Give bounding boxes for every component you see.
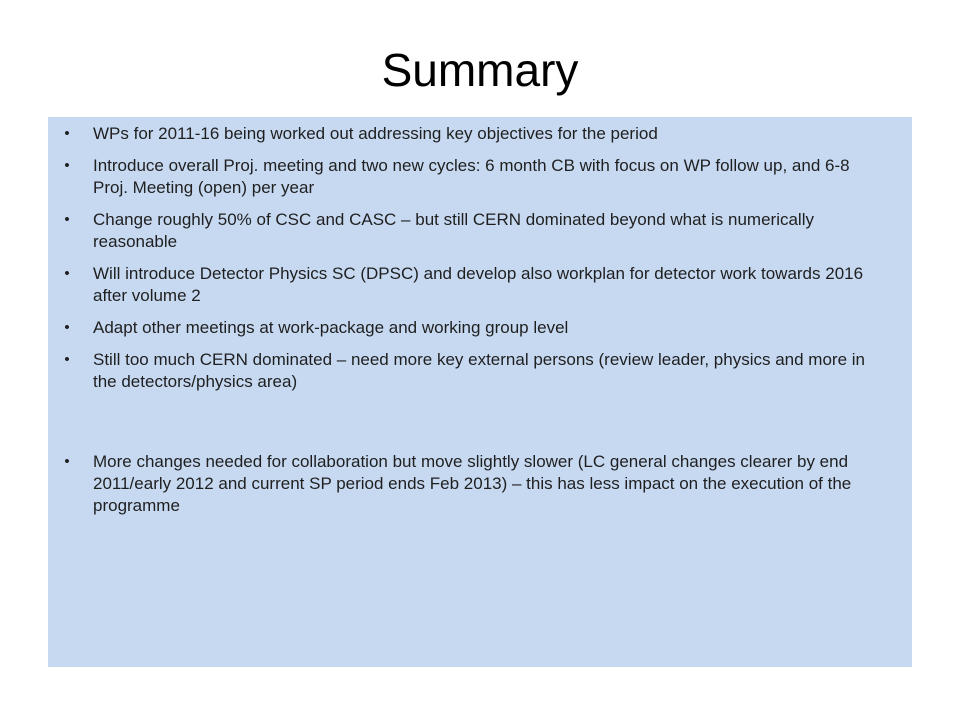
bullet-item: [64, 209, 882, 253]
bullet-text: Will introduce Detector Physics SC (DPSC) and develop also workplan for detector work towards 2016 after volume 2: [93, 264, 864, 305]
bullet-text: Still too much CERN dominated – need more key external persons (review leader, physics and more in the detectors/physics area): [93, 350, 865, 391]
bullet-text: Change roughly 50% of CSC and CASC – but still CERN dominated beyond what is numerically reasonable: [93, 210, 814, 251]
bullet-item: [64, 317, 882, 339]
bullet-item: [64, 263, 882, 307]
bullet-item: [64, 123, 882, 145]
bullet-text: WPs for 2011-16 being worked out addressing key objectives for the period: [93, 124, 658, 143]
bullet-icon: •: [64, 125, 70, 142]
bullet-icon: •: [64, 265, 70, 282]
content-box: [48, 117, 912, 667]
bullet-item: [64, 451, 882, 517]
bullet-icon: •: [64, 157, 70, 174]
bullet-icon: •: [64, 319, 70, 336]
bullet-list: [64, 123, 882, 517]
bullet-item: [64, 155, 882, 199]
bullet-text: Adapt other meetings at work-package and working group level: [93, 318, 569, 337]
bullet-text: Introduce overall Proj. meeting and two new cycles: 6 month CB with focus on WP follow up, and 6-8 Proj. Meeting (open) per year: [93, 156, 850, 197]
bullet-text: More changes needed for collaboration but move slightly slower (LC general changes clearer by end 2011/early 2012 and current SP period ends Feb 2013) – this has less impact on the execution of the programme: [93, 452, 852, 515]
bullet-item: [64, 349, 882, 393]
bullet-icon: •: [64, 351, 70, 368]
slide-title: Summary: [381, 44, 579, 96]
bullet-icon: •: [64, 211, 70, 228]
bullet-icon: •: [64, 453, 70, 470]
